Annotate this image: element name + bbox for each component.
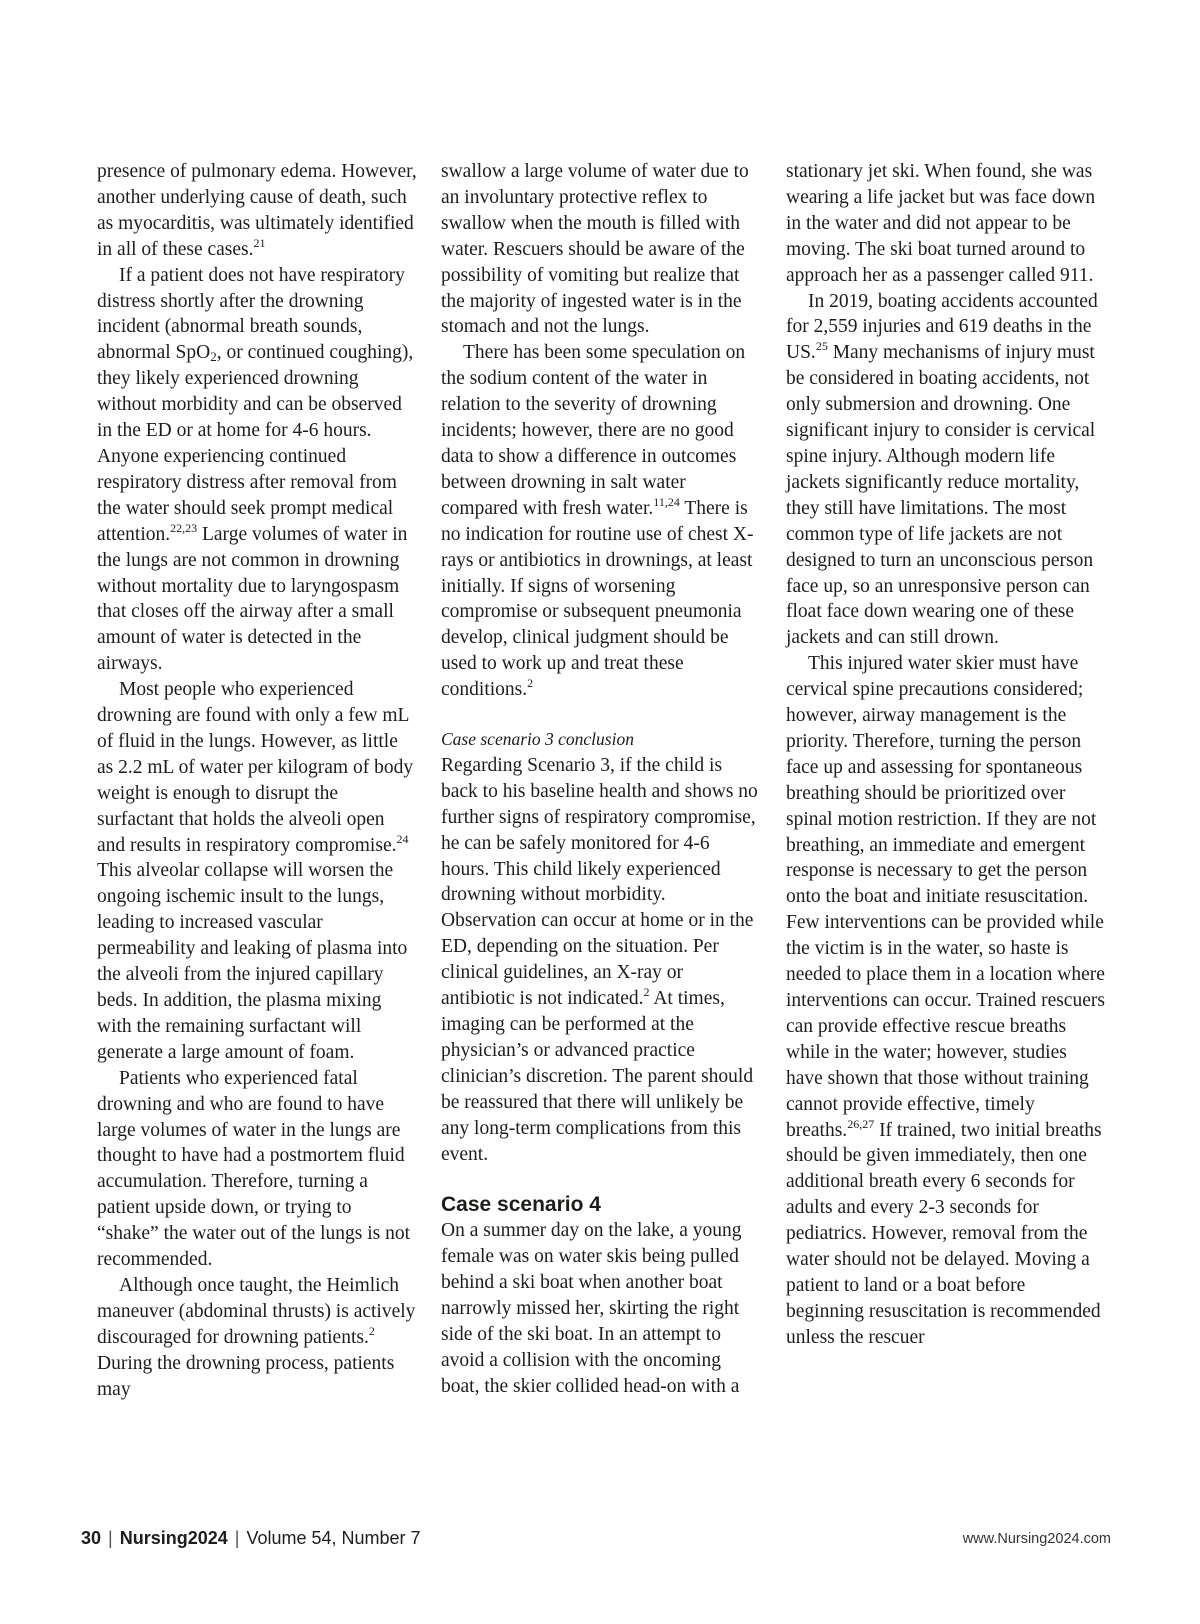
paragraph: presence of pulmonary edema. However, another underlying cause of death, such as myocarditis, was ultimately identified in all of these cases.$^{21}$ — [97, 161, 417, 260]
reference-superscript: 22,23 — [170, 520, 198, 535]
subscript: 2 — [210, 349, 217, 365]
reference-superscript: 2 — [527, 676, 534, 691]
paragraph: stationary jet ski. When found, she was wearing a life jacket but was face down in the water and did not appear to be moving. The ski boat turned around to approach her as a passenger called 911. — [786, 161, 1096, 286]
paragraph: swallow a large volume of water due to an involuntary protective reflex to swallow when the mouth is filled with water. Rescuers should be aware of the possibility of vomiting but realize that the majority of ingested water is in the stomach and not the lungs. — [441, 161, 749, 338]
paragraph: There has been some speculation on the sodium content of the water in relation to the severity of drowning incidents; however, there are no good data to show a difference in outcomes between drowning in salt water compared with fresh water.$^{11,24}$ There is no indication for routine use of chest X-rays or antibiotics in drownings, at least initially. If signs of worsening compromise or subsequent pneumonia develop, clinical judgment should be used to work up and treat these conditions.$^2$ — [441, 342, 754, 701]
section-heading: Case scenario 4 — [441, 1193, 601, 1217]
separator: | — [108, 1528, 113, 1548]
text-column-1 — [97, 159, 417, 1403]
page-number: 30 — [81, 1528, 102, 1548]
magazine-name: Nursing2024 — [119, 1528, 228, 1548]
reference-superscript: 21 — [253, 235, 266, 250]
reference-superscript: 11,24 — [653, 494, 680, 509]
reference-superscript: 26,27 — [847, 1116, 875, 1131]
separator: | — [234, 1528, 240, 1548]
reference-superscript: 24 — [396, 831, 409, 846]
website-url[interactable]: www.Nursing2024.com — [962, 1531, 1111, 1547]
reference-superscript: 2 — [643, 985, 650, 1000]
text-column-3 — [786, 159, 1108, 1351]
reference-superscript: 2 — [368, 1323, 375, 1338]
paragraph: In 2019, boating accidents accounted for 2,559 injuries and 619 deaths in the US.$^{25}$ Many mechanisms of injury must be considered in boating accidents, not only submersion and drowning. One significant injury to consider is cervical spine injury. Although modern life jackets significantly reduce mortality, they still have limitations. The most common type of life jackets are not designed to turn an unconscious person face up, so an unresponsive person can float face down wearing one of these jackets and can still drown. — [786, 290, 1098, 649]
paragraph: Patients who experienced fatal drowning and who are found to have large volumes of water in the lungs are thought to have had a postmortem fluid accumulation. Therefore, turning a patient upside down, or trying to “shake” the water out of the lungs is not recommended. — [97, 1067, 410, 1271]
paragraph: This injured water skier must have cervical spine precautions considered; however, airway management is the priority. Therefore, turning the person face up and assessing for spontaneous breathing should be prioritized over spinal motion restriction. If they are not breathing, an immediate and emergent response is necessary to get the person onto the boat and initiate resuscitation. Few interventions can be provided while the victim is in the water, so haste is needed to place them in a location where interventions can occur. Trained rescuers can provide effective rescue breaths while in the water; however, studies have shown that those without training cannot provide effective, timely breaths.$^{26,27}$ If trained, two initial breaths should be given immediately, then one additional breath every 6 seconds for adults and every 2-3 seconds for pediatrics. However, removal from the water should not be delayed. Moving a patient to land or a boat before beginning resuscitation is recommended unless the rescuer — [786, 653, 1105, 1348]
page-footer — [81, 1528, 1111, 1558]
folio — [81, 1528, 421, 1549]
text-column-2 — [441, 159, 761, 1400]
paragraph: Most people who experienced drowning are found with only a few mL of fluid in the lungs. However, as little as 2.2 mL of water per kilogram of body weight is enough to disrupt the surfactant that holds the alveoli open and results in respiratory compromise.$^{24}$ This alveolar collapse will worsen the ongoing ischemic insult to the lungs, leading to increased vascular permeability and leaking of plasma into the alveoli from the injured capillary beds. In addition, the plasma mixing with the remaining surfactant will generate a large amount of foam. — [97, 679, 414, 1063]
section-subheading: Case scenario 3 conclusion — [441, 729, 634, 750]
volume-info: Volume 54, Number 7 — [246, 1528, 421, 1548]
paragraph: On a summer day on the lake, a young female was on water skis being pulled behind a ski boat when another boat narrowly missed her, skirting the right side of the ski boat. In an attempt to avoid a collision with the oncoming boat, the skier collided head-on with a — [441, 1220, 742, 1397]
paragraph: Although once taught, the Heimlich maneuver (abdominal thrusts) is actively discouraged for drowning patients.$^2$ During the drowning process, patients may — [97, 1274, 416, 1400]
paragraph: If a patient does not have respiratory distress shortly after the drowning incident (abnormal breath sounds, abnormal SpO$_2$, or continued coughing), they likely experienced drowning without morbidity and can be observed in the ED or at home for 4-6 hours. Anyone experiencing continued respiratory distress after removal from the water should seek prompt medical attention.$^{22,23}$ Large volumes of water in the lungs are not common in drowning without mortality due to laryngospasm that closes off the airway after a small amount of water is detected in the airways. — [97, 264, 414, 675]
paragraph: Regarding Scenario 3, if the child is back to his baseline health and shows no further signs of respiratory compromise, he can be safely monitored for 4-6 hours. This child likely experienced drowning without morbidity. Observation can occur at home or in the ED, depending on the situation. Per clinical guidelines, an X-ray or antibiotic is not indicated.$^2$ At times, imaging can be performed at the physician’s or advanced practice clinician’s discretion. The parent should be reassured that there will unlikely be any long-term complications from this event. — [441, 754, 758, 1165]
reference-superscript: 25 — [815, 339, 828, 354]
